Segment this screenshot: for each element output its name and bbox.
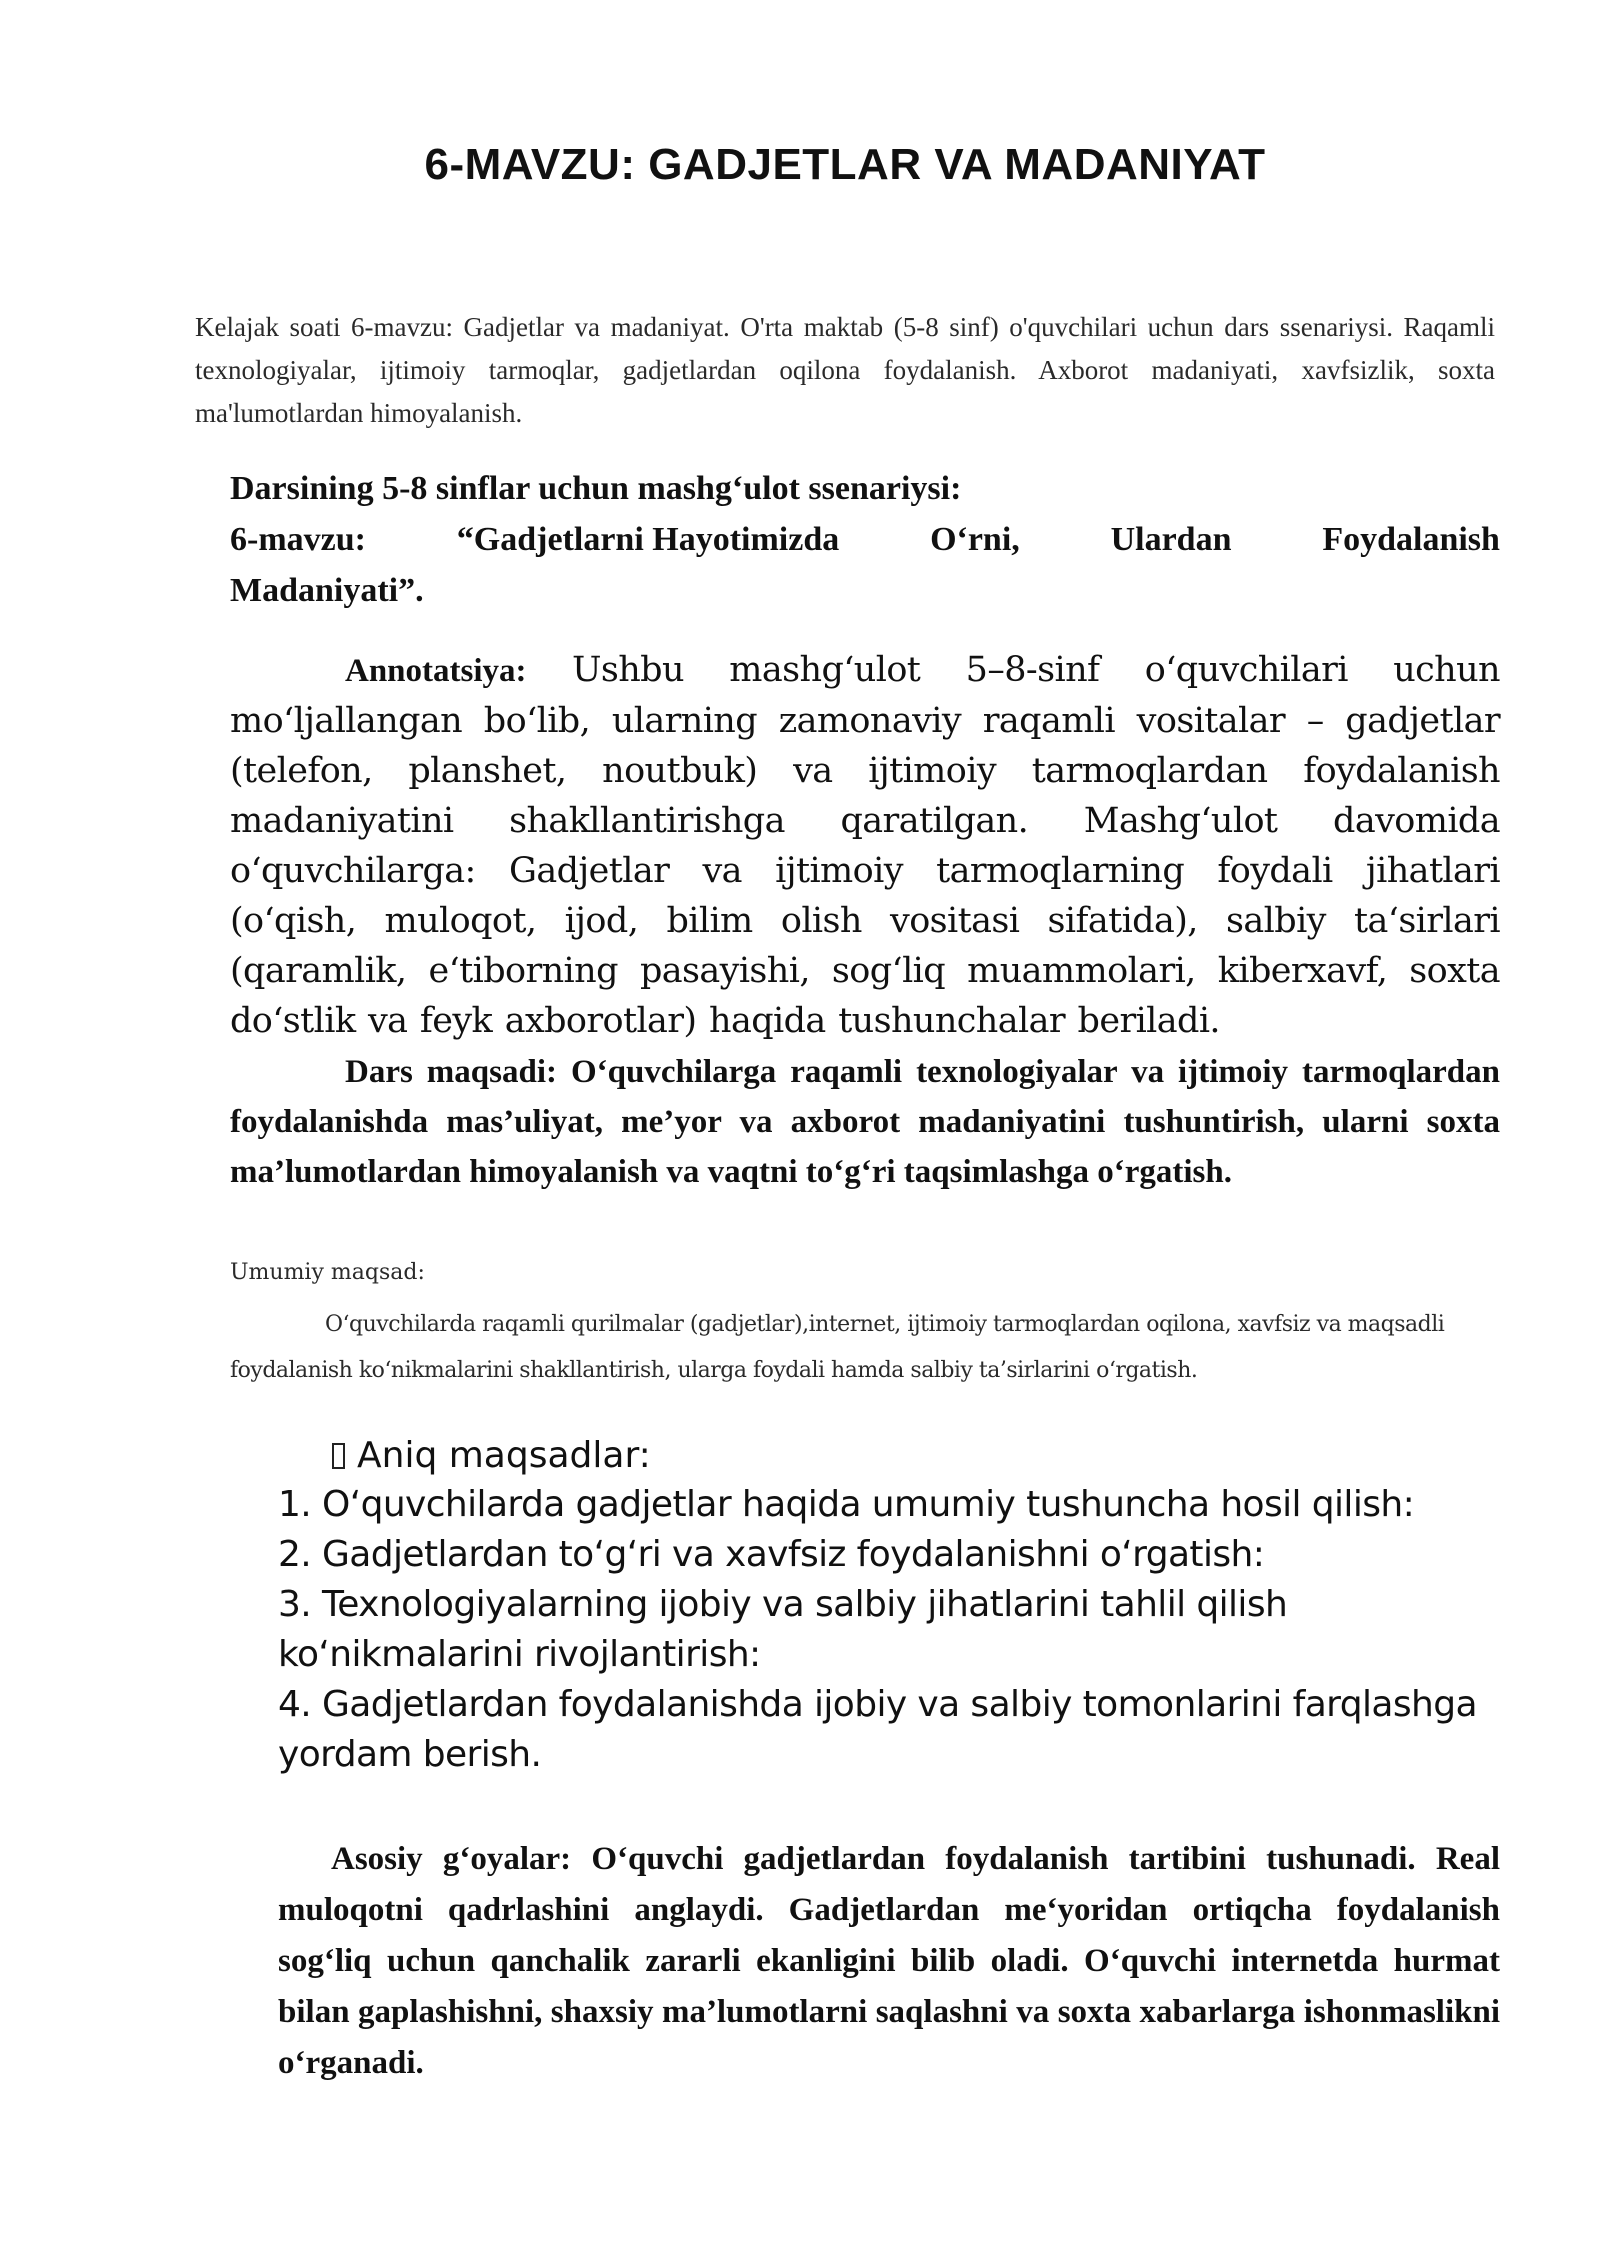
main-ideas-paragraph: Asosiy g‘oyalar: O‘quvchi gadjetlardan foydalanish tartibini tushunadi. Real muloqotni qadrlashini anglaydi. Gadjetlardan me‘yoridan ortiqcha foydalanish sog‘liq uchun qanchalik zararli ekanligini bilib oladi. O‘quvchi internetda hurmat bilan gaplashishni, shaxsiy ma’lumotlarni saqlashni va soxta xabarlarga ishonmaslikni o‘rganadi. [278,1841,1500,2081]
document-title: 6-MAVZU: GADJETLAR VA MADANIYAT [424,140,1266,189]
intro-paragraph: Kelajak soati 6-mavzu: Gadjetlar va madaniyat. O'rta maktab (5-8 sinf) o'quvchilari uchun dars ssenariysi. Raqamli texnologiyalar, ijtimoiy tarmoqlar, gadjetlardan oqilona foydalanish. Axborot madaniyati, xavfsizlik, soxta ma'lumotlardan himoyalanish. [195,312,1495,428]
specific-aims-list [278,1480,1508,1780]
list-item: 3. Texnologiyalarning ijobiy va salbiy jihatlarini tahlil qilish ko‘nikmalarini rivojlantirish: [278,1584,1288,1675]
lesson-heading-line-3: Madaniyati”. [230,572,424,609]
heading-word: Foydalanish [1322,521,1500,558]
specific-aims-label: Aniq maqsadlar: [357,1435,651,1476]
missing-glyph-box-icon [332,1443,345,1469]
list-item: 2. Gadjetlardan to‘g‘ri va xavfsiz foydalanishni o‘rgatish: [278,1534,1265,1575]
lesson-heading-line-2 [230,514,1500,565]
annotation-paragraph [230,645,1500,1046]
specific-aims-heading [332,1431,651,1481]
annotation-label: Annotatsiya: [345,653,527,689]
lesson-goal-paragraph: Dars maqsadi: O‘quvchilarga raqamli texnologiyalar va ijtimoiy tarmoqlardan foydalanishda mas’uliyat, me’yor va axborot madaniyatini tushuntirish, ularni soxta ma’lumotlardan himoyalanish va vaqtni to‘g‘ri taqsimlashga o‘rgatish. [230,1054,1500,1190]
heading-word: 6-mavzu: [230,521,366,558]
general-aim-label: Umumiy maqsad: [230,1260,425,1285]
lesson-heading [230,463,1500,616]
heading-word: O‘rni, [930,521,1020,558]
annotation-text: Ushbu mashg‘ulot 5–8-sinf o‘quvchilari uchun mo‘ljallangan bo‘lib, ularning zamonaviy raqamli vositalar – gadjetlar (telefon, planshet, noutbuk) va ijtimoiy tarmoqlardan foydalanish madaniyatini shakllantirishga qaratilgan. Mashg‘ulot davomida o‘quvchilarga: Gadjetlar va ijtimoiy tarmoqlarning foydali jihatlari (o‘qish, muloqot, ijod, bilim olish vositasi sifatida), salbiy ta‘sirlari (qaramlik, e‘tiborning pasayishi, sog‘liq muammolari, kiberxavf, soxta do‘stlik va feyk axborotlar) haqida tushunchalar beriladi. [230,650,1500,1041]
general-aim-text: O‘quvchilarda raqamli qurilmalar (gadjetlar),internet, ijtimoiy tarmoqlardan oqilona, xavfsiz va maqsadli foydalanish ko‘nikmalarini shakllantirish, ularga foydali hamda salbiy ta’sirlarini o‘rgatish. [230,1312,1445,1383]
list-item: 4. Gadjetlardan foydalanishda ijobiy va salbiy tomonlarini farqlashga yordam berish. [278,1684,1477,1775]
heading-word: “Gadjetlarni Hayotimizda [456,521,840,558]
heading-word: Ulardan [1110,521,1232,558]
lesson-heading-line-1: Darsining 5-8 sinflar uchun mashg‘ulot ssenariysi: [230,470,962,507]
list-item: 1. O‘quvchilarda gadjetlar haqida umumiy tushuncha hosil qilish: [278,1484,1415,1525]
